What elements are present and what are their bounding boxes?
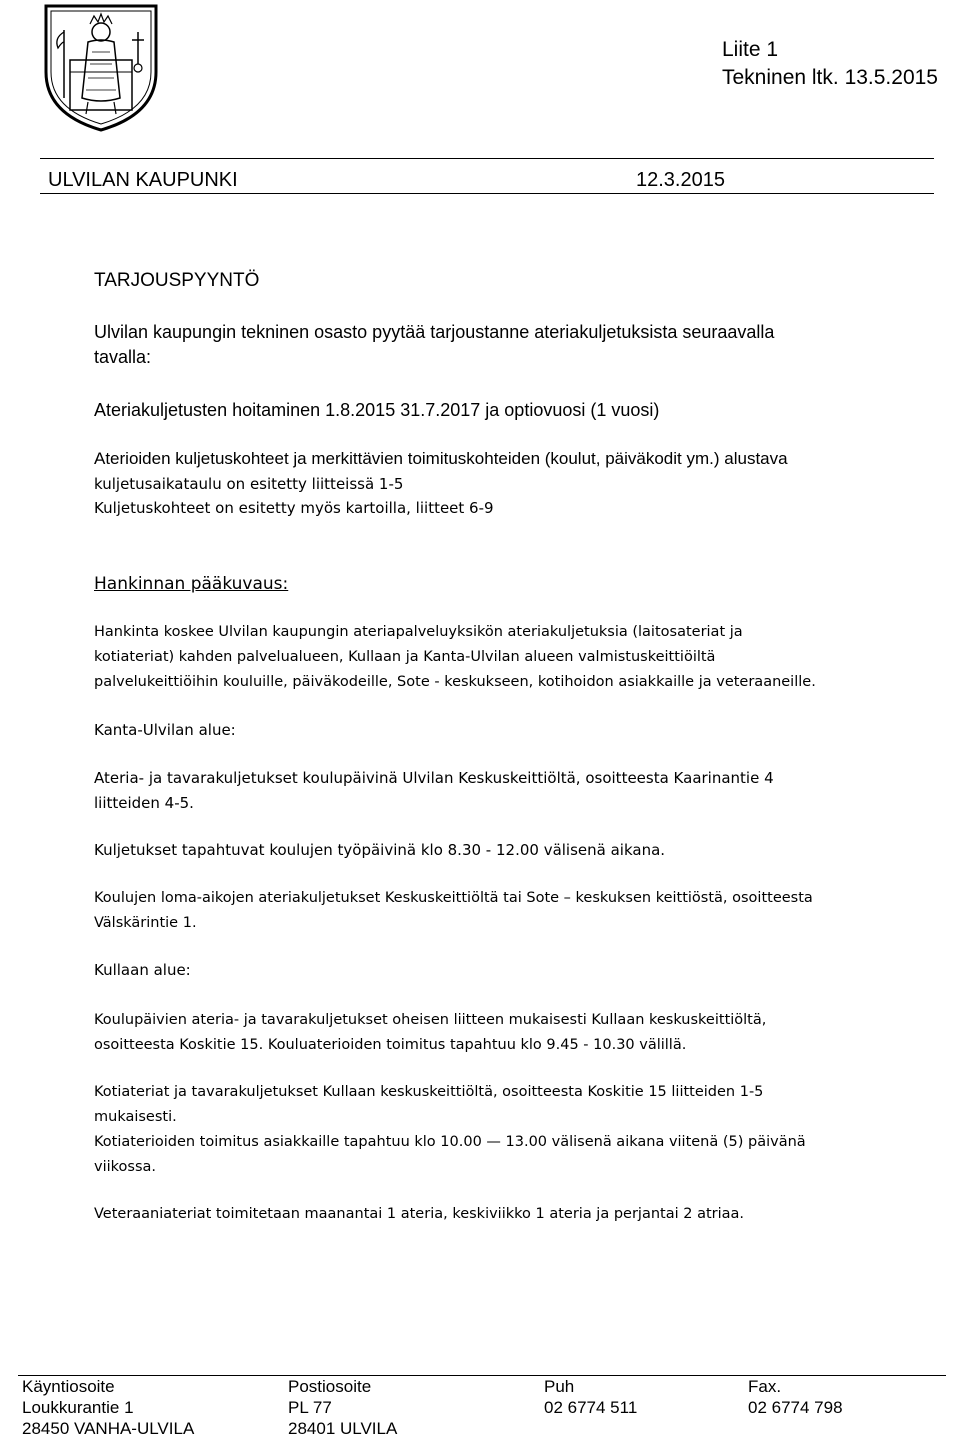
footer-fax	[748, 1376, 843, 1418]
intro-line: Ulvilan kaupungin tekninen osasto pyytää tarjoustanne ateriakuljetuksista seuraavalla	[94, 322, 775, 342]
header-divider	[40, 158, 934, 159]
main-line: Hankinta koskee Ulvilan kaupungin ateriapalveluyksikön ateriakuljetuksia (laitosateriat ja	[94, 624, 743, 640]
footer-phone	[544, 1376, 637, 1418]
footer-visit-street: Loukkurantie 1	[22, 1398, 134, 1417]
schedule-paragraph	[94, 472, 894, 520]
footer-fax-number: 02 6774 798	[748, 1398, 843, 1417]
kanta-line: liitteiden 4-5.	[94, 794, 194, 812]
contract-period: Ateriakuljetusten hoitaminen 1.8.2015 31.7.2017 ja optiovuosi (1 vuosi)	[94, 400, 660, 420]
kanta-paragraph-2: Kuljetukset tapahtuvat koulujen työpäivinä klo 8.30 - 12.00 välisenä aikana.	[94, 841, 666, 859]
kullaa-line: viikossa.	[94, 1159, 156, 1175]
footer-postal-label: Postiosoite	[288, 1377, 372, 1396]
kullaa-paragraph-2	[94, 1080, 894, 1180]
footer-visit-city: 28450 VANHA-ULVILA	[22, 1419, 195, 1438]
main-line: palvelukeittiöihin kouluille, päiväkodeille, Sote - keskukseen, kotihoidon asiakkaille ja veteraaneille.	[94, 674, 816, 690]
kanta-line: Ateria- ja tavarakuljetukset koulupäivinä Ulvilan Keskuskeittiöltä, osoitteesta Kaarinantie 4	[94, 769, 774, 787]
document-title: TARJOUSPYYNTÖ	[94, 270, 260, 291]
kullaa-line: mukaisesti.	[94, 1109, 177, 1125]
kanta-line: Välskärintie 1.	[94, 915, 197, 931]
kullaa-line: osoitteesta Koskitie 15. Kouluaterioiden toimitus tapahtuu klo 9.45 - 10.30 välillä.	[94, 1037, 687, 1053]
kullaa-line: Kotiateriat ja tavarakuljetukset Kullaan keskuskeittiöltä, osoitteesta Koskitie 15 liitteiden 1-5	[94, 1084, 764, 1100]
footer-postal-city: 28401 ULVILA	[288, 1419, 398, 1438]
kanta-ulvila-heading: Kanta-Ulvilan alue:	[94, 721, 236, 739]
committee-date: Tekninen ltk. 13.5.2015	[722, 66, 938, 89]
footer-visit-label: Käyntiosoite	[22, 1377, 115, 1396]
footer-postal-address	[288, 1376, 397, 1439]
kullaa-line: Kotiaterioiden toimitus asiakkaille tapahtuu klo 10.00 — 13.00 välisenä aikana viitenä (5) päivänä	[94, 1134, 806, 1150]
kullaa-line: Koulupäivien ateria- ja tavarakuljetukset oheisen liitteen mukaisesti Kullaan keskuskeittiöltä,	[94, 1012, 767, 1028]
kanta-paragraph-3	[94, 886, 894, 936]
footer-phone-number: 02 6774 511	[544, 1398, 638, 1417]
appendix-label: Liite 1	[722, 38, 779, 61]
footer-postal-box: PL 77	[288, 1398, 332, 1417]
footer-fax-label: Fax.	[748, 1377, 782, 1396]
organization-name: ULVILAN KAUPUNKI	[48, 169, 238, 191]
footer-visit-address	[22, 1376, 194, 1439]
targets-line: kuljetusaikataulu on esitetty liitteissä 1-5	[94, 475, 404, 493]
kanta-paragraph-1	[94, 766, 894, 816]
targets-line: Aterioiden kuljetuskohteet ja merkittävien toimituskohteiden (koulut, päiväkodit ym.) alustava	[94, 449, 788, 468]
kullaa-paragraph-1	[94, 1008, 894, 1058]
document-date: 12.3.2015	[636, 169, 725, 191]
coat-of-arms-logo	[40, 2, 162, 134]
footer-phone-label: Puh	[544, 1377, 575, 1396]
main-description-paragraph	[94, 620, 894, 695]
main-description-heading: Hankinnan pääkuvaus:	[94, 574, 289, 594]
intro-line: tavalla:	[94, 347, 152, 367]
delivery-targets-paragraph	[94, 447, 894, 471]
veterans-paragraph: Veteraaniateriat toimitetaan maanantai 1 ateria, keskiviikko 1 ateria ja perjantai 2 atriaa.	[94, 1206, 745, 1222]
intro-paragraph	[94, 320, 894, 370]
subheader-divider	[40, 193, 934, 194]
main-line: kotiateriat) kahden palvelualueen, Kullaan ja Kanta-Ulvilan alueen valmistuskeittiöiltä	[94, 649, 716, 665]
kanta-line: Koulujen loma-aikojen ateriakuljetukset Keskuskeittiöltä tai Sote – keskuksen keittiöstä, osoitteesta	[94, 890, 813, 906]
kullaa-heading: Kullaan alue:	[94, 961, 191, 979]
targets-line: Kuljetuskohteet on esitetty myös kartoilla, liitteet 6-9	[94, 499, 494, 517]
